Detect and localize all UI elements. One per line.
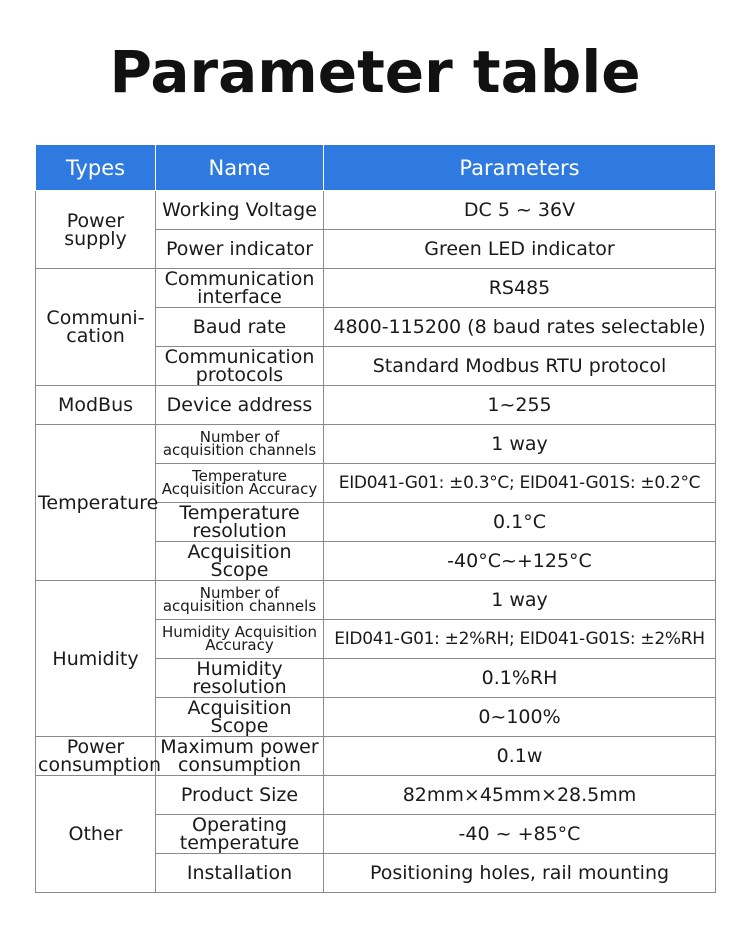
header-name: Name (156, 145, 324, 191)
param-value: 1 way (324, 425, 716, 464)
param-name: Operating temperature (156, 815, 324, 854)
param-value: Green LED indicator (324, 230, 716, 269)
param-name: Number of acquisition channels (156, 581, 324, 620)
type-humidity: Humidity (36, 581, 156, 737)
param-value: 4800-115200 (8 baud rates selectable) (324, 308, 716, 347)
param-value: 82mm×45mm×28.5mm (324, 776, 716, 815)
param-name: Temperature Acquisition Accuracy (156, 464, 324, 503)
param-value: 0.1%RH (324, 659, 716, 698)
header-parameters: Parameters (324, 145, 716, 191)
param-name: Product Size (156, 776, 324, 815)
param-value: 0.1w (324, 737, 716, 776)
parameter-table (35, 144, 716, 893)
type-power-consumption: Power consumption (36, 737, 156, 776)
param-name: Temperature resolution (156, 503, 324, 542)
table-row (36, 581, 716, 620)
param-value: EID041-G01: ±2%RH; EID041-G01S: ±2%RH (324, 620, 716, 659)
param-name: Installation (156, 854, 324, 893)
header-types: Types (36, 145, 156, 191)
param-name: Communication interface (156, 269, 324, 308)
table-row (36, 737, 716, 776)
param-value: Standard Modbus RTU protocol (324, 347, 716, 386)
param-value: -40 ~ +85°C (324, 815, 716, 854)
param-name: Number of acquisition channels (156, 425, 324, 464)
type-communication: Communi- cation (36, 269, 156, 386)
param-value: EID041-G01: ±0.3°C; EID041-G01S: ±0.2°C (324, 464, 716, 503)
param-name: Humidity Acquisition Accuracy (156, 620, 324, 659)
table-row (36, 191, 716, 230)
table-row (36, 269, 716, 308)
type-temperature: Temperature (36, 425, 156, 581)
param-value: RS485 (324, 269, 716, 308)
table-header-row (36, 145, 716, 191)
param-value: 0~100% (324, 698, 716, 737)
param-name: Acquisition Scope (156, 542, 324, 581)
param-name: Humidity resolution (156, 659, 324, 698)
param-name: Power indicator (156, 230, 324, 269)
table-row (36, 425, 716, 464)
page-title: Parameter table (109, 38, 641, 106)
type-modbus: ModBus (36, 386, 156, 425)
table-row (36, 386, 716, 425)
type-power-supply: Power supply (36, 191, 156, 269)
param-value: Positioning holes, rail mounting (324, 854, 716, 893)
param-value: -40°C~+125°C (324, 542, 716, 581)
param-name: Baud rate (156, 308, 324, 347)
param-value: 1 way (324, 581, 716, 620)
param-value: DC 5 ~ 36V (324, 191, 716, 230)
param-value: 0.1°C (324, 503, 716, 542)
param-name: Device address (156, 386, 324, 425)
param-value: 1~255 (324, 386, 716, 425)
param-name: Communication protocols (156, 347, 324, 386)
type-other: Other (36, 776, 156, 893)
table-row (36, 776, 716, 815)
param-name: Acquisition Scope (156, 698, 324, 737)
param-name: Working Voltage (156, 191, 324, 230)
param-name: Maximum power consumption (156, 737, 324, 776)
